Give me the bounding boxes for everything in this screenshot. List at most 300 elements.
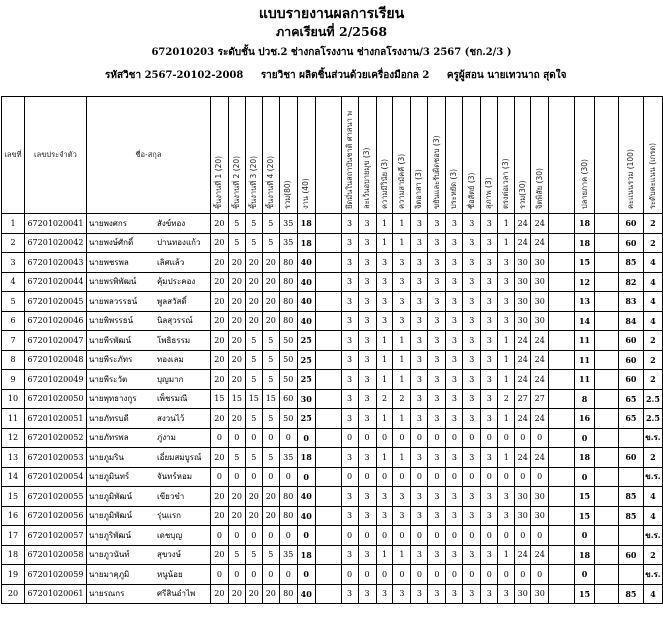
cell-char-12: 24 xyxy=(531,370,549,390)
first-name: นายพรพิพัฒน์ xyxy=(88,277,137,287)
cell-char-7: 3 xyxy=(446,253,463,273)
cell-id: 67201020059 xyxy=(24,565,86,585)
cell-total: 60 xyxy=(618,370,643,390)
table-row xyxy=(2,467,663,487)
table-row xyxy=(2,292,663,312)
cell-final: 12 xyxy=(575,272,595,292)
cell-char-12: 24 xyxy=(531,233,549,253)
cell-total: 84 xyxy=(618,311,643,331)
cell-blank xyxy=(315,214,341,234)
cell-char-9: 3 xyxy=(481,545,498,565)
cell-char-7: 3 xyxy=(446,331,463,351)
cell-char-6: 3 xyxy=(428,389,446,409)
cell-char-6: 0 xyxy=(428,565,446,585)
table-row xyxy=(2,487,663,507)
col-header-sum80: รวม(80) xyxy=(279,97,297,214)
cell-char-4: 1 xyxy=(393,409,411,429)
cell-no: 5 xyxy=(2,292,25,312)
cell-work-1: 20 xyxy=(210,487,228,507)
first-name: นายภัทรบดี xyxy=(88,413,129,423)
cell-grade: 2 xyxy=(643,214,662,234)
cell-char-5: 3 xyxy=(411,331,428,351)
cell-char-8: 3 xyxy=(463,584,481,604)
cell-char-5: 3 xyxy=(411,584,428,604)
cell-name xyxy=(86,311,210,331)
table-row xyxy=(2,389,663,409)
last-name: นิลสุวรรณ์ xyxy=(156,316,193,326)
cell-grade: 4 xyxy=(643,487,662,507)
cell-char-11: 30 xyxy=(515,292,531,312)
cell-char-12: 24 xyxy=(531,331,549,351)
col-header-no: เลขที่ xyxy=(2,97,25,214)
cell-char-9: 3 xyxy=(481,487,498,507)
cell-char-7: 3 xyxy=(446,389,463,409)
cell-work-1: 20 xyxy=(210,448,228,468)
cell-blank xyxy=(315,350,341,370)
cell-char-5: 3 xyxy=(411,214,428,234)
cell-char-7: 3 xyxy=(446,272,463,292)
cell-work-4: 20 xyxy=(262,311,279,331)
cell-grade: 4 xyxy=(643,272,662,292)
cell-char-11: 30 xyxy=(515,253,531,273)
cell-char-4: 1 xyxy=(393,350,411,370)
subject-code: รหัสวิชา 2567-20102-2008 xyxy=(105,70,244,81)
cell-blank xyxy=(315,370,341,390)
cell-char-8: 3 xyxy=(463,487,481,507)
cell-char-3: 3 xyxy=(376,487,393,507)
cell-grade: 4 xyxy=(643,506,662,526)
last-name: คุ้มประคอง xyxy=(156,277,196,287)
cell-work-3: 0 xyxy=(245,526,262,546)
cell-char-6: 3 xyxy=(428,233,446,253)
cell-char-11: 24 xyxy=(515,448,531,468)
cell-work-3: 5 xyxy=(245,350,262,370)
cell-char-1: 3 xyxy=(341,272,358,292)
grade-table xyxy=(1,96,663,604)
cell-id: 67201020056 xyxy=(24,506,86,526)
cell-total: 65 xyxy=(618,389,643,409)
cell-blank xyxy=(315,272,341,292)
cell-char-1: 3 xyxy=(341,331,358,351)
cell-work-5: 0 xyxy=(279,565,297,585)
cell-work-1: 20 xyxy=(210,311,228,331)
cell-char-2: 0 xyxy=(358,565,376,585)
cell-total: 85 xyxy=(618,253,643,273)
cell-total: 82 xyxy=(618,272,643,292)
cell-grade: 4 xyxy=(643,311,662,331)
cell-work-2: 5 xyxy=(228,233,245,253)
cell-char-3: 0 xyxy=(376,526,393,546)
cell-char-12: 30 xyxy=(531,311,549,331)
cell-grade: 2.5 xyxy=(643,409,662,429)
cell-blank xyxy=(549,409,575,429)
cell-id: 67201020048 xyxy=(24,350,86,370)
last-name: พูลสวัสดิ์ xyxy=(156,296,187,306)
cell-work-6: 40 xyxy=(297,311,315,331)
first-name: นายภูวนันท์ xyxy=(88,550,130,560)
cell-char-12: 30 xyxy=(531,253,549,273)
cell-char-5: 3 xyxy=(411,292,428,312)
cell-work-5: 50 xyxy=(279,370,297,390)
cell-char-6: 3 xyxy=(428,545,446,565)
cell-char-6: 3 xyxy=(428,331,446,351)
cell-char-12: 27 xyxy=(531,389,549,409)
cell-work-1: 0 xyxy=(210,526,228,546)
cell-work-5: 0 xyxy=(279,428,297,448)
cell-char-3: 3 xyxy=(376,311,393,331)
cell-blank xyxy=(549,448,575,468)
cell-char-11: 30 xyxy=(515,487,531,507)
cell-char-6: 3 xyxy=(428,214,446,234)
cell-char-6: 0 xyxy=(428,428,446,448)
cell-work-1: 20 xyxy=(210,506,228,526)
cell-char-4: 3 xyxy=(393,253,411,273)
cell-work-5: 80 xyxy=(279,584,297,604)
cell-char-11: 24 xyxy=(515,545,531,565)
table-row xyxy=(2,584,663,604)
cell-char-9: 3 xyxy=(481,272,498,292)
cell-no: 1 xyxy=(2,214,25,234)
cell-work-4: 0 xyxy=(262,428,279,448)
first-name: นายพชรพล xyxy=(88,257,129,267)
cell-work-6: 40 xyxy=(297,487,315,507)
table-row xyxy=(2,253,663,273)
cell-char-8: 3 xyxy=(463,311,481,331)
cell-work-2: 0 xyxy=(228,526,245,546)
last-name: รุ่นแรก xyxy=(156,511,181,521)
cell-name xyxy=(86,214,210,234)
col-header-attitude: จิตพิสัย (30) xyxy=(531,97,549,214)
cell-blank xyxy=(595,214,619,234)
cell-char-6: 3 xyxy=(428,292,446,312)
cell-id: 67201020042 xyxy=(24,233,86,253)
cell-work-6: 0 xyxy=(297,467,315,487)
cell-grade: 2 xyxy=(643,448,662,468)
cell-char-5: 3 xyxy=(411,253,428,273)
cell-char-9: 3 xyxy=(481,253,498,273)
cell-work-4: 20 xyxy=(262,292,279,312)
cell-char-8: 0 xyxy=(463,526,481,546)
col-header-work3: ชิ้นงานที่ 3 (20) xyxy=(245,97,262,214)
cell-char-5: 3 xyxy=(411,487,428,507)
cell-no: 3 xyxy=(2,253,25,273)
cell-name xyxy=(86,448,210,468)
cell-char-4: 1 xyxy=(393,370,411,390)
cell-work-6: 18 xyxy=(297,214,315,234)
cell-work-5: 0 xyxy=(279,526,297,546)
cell-char-3: 1 xyxy=(376,409,393,429)
cell-char-12: 30 xyxy=(531,487,549,507)
cell-name xyxy=(86,584,210,604)
last-name: สังข์ทอง xyxy=(156,218,186,228)
cell-work-5: 35 xyxy=(279,233,297,253)
cell-char-5: 0 xyxy=(411,565,428,585)
cell-char-6: 3 xyxy=(428,370,446,390)
cell-blank xyxy=(595,272,619,292)
first-name: นายภูมินทร์ xyxy=(88,472,130,482)
cell-work-6: 25 xyxy=(297,331,315,351)
cell-blank xyxy=(315,545,341,565)
cell-char-1: 3 xyxy=(341,253,358,273)
cell-char-1: 3 xyxy=(341,370,358,390)
cell-final: 0 xyxy=(575,467,595,487)
cell-char-9: 3 xyxy=(481,233,498,253)
cell-work-4: 0 xyxy=(262,467,279,487)
cell-char-4: 1 xyxy=(393,233,411,253)
cell-work-4: 20 xyxy=(262,253,279,273)
last-name: ปานทองแก้ว xyxy=(156,238,201,248)
cell-char-12: 30 xyxy=(531,506,549,526)
table-row xyxy=(2,545,663,565)
cell-char-2: 3 xyxy=(358,350,376,370)
cell-char-11: 30 xyxy=(515,311,531,331)
cell-work-2: 20 xyxy=(228,272,245,292)
cell-work-5: 80 xyxy=(279,292,297,312)
cell-blank xyxy=(595,428,619,448)
last-name: เอี่ยมสมบูรณ์ xyxy=(156,452,202,462)
cell-work-2: 5 xyxy=(228,448,245,468)
cell-grade: ข.ร. xyxy=(643,428,662,448)
cell-char-2: 3 xyxy=(358,253,376,273)
cell-char-8: 3 xyxy=(463,389,481,409)
cell-char-9: 0 xyxy=(481,565,498,585)
first-name: นายภูริพัฒน์ xyxy=(88,530,132,540)
cell-id: 67201020054 xyxy=(24,467,86,487)
col-header-c1: ยึดมั่นในสถาบันชาติ ศาสนา พ xyxy=(341,97,358,214)
cell-work-5: 80 xyxy=(279,311,297,331)
cell-char-6: 0 xyxy=(428,467,446,487)
cell-char-9: 3 xyxy=(481,331,498,351)
cell-blank xyxy=(315,253,341,273)
semester-label: ภาคเรียนที่ 2/2568 xyxy=(275,24,388,39)
cell-work-1: 20 xyxy=(210,370,228,390)
cell-total: 85 xyxy=(618,584,643,604)
cell-blank xyxy=(549,565,575,585)
cell-id: 67201020050 xyxy=(24,389,86,409)
col-header-c5: จิตอาสา (3) xyxy=(411,97,428,214)
cell-work-2: 20 xyxy=(228,311,245,331)
cell-char-12: 0 xyxy=(531,565,549,585)
table-row xyxy=(2,526,663,546)
cell-work-4: 5 xyxy=(262,448,279,468)
cell-blank xyxy=(595,331,619,351)
cell-char-9: 3 xyxy=(481,311,498,331)
cell-work-1: 20 xyxy=(210,409,228,429)
cell-id: 67201020058 xyxy=(24,545,86,565)
cell-char-4: 3 xyxy=(393,487,411,507)
cell-name xyxy=(86,233,210,253)
cell-char-6: 0 xyxy=(428,526,446,546)
cell-blank xyxy=(315,487,341,507)
cell-work-3: 0 xyxy=(245,467,262,487)
cell-blank xyxy=(315,565,341,585)
cell-total: 60 xyxy=(618,350,643,370)
cell-blank xyxy=(549,311,575,331)
cell-work-4: 20 xyxy=(262,272,279,292)
header-row xyxy=(2,97,663,214)
cell-char-2: 3 xyxy=(358,448,376,468)
cell-id: 67201020053 xyxy=(24,448,86,468)
table-row xyxy=(2,350,663,370)
cell-work-3: 5 xyxy=(245,214,262,234)
cell-char-3: 1 xyxy=(376,214,393,234)
col-header-work2: ชิ้นงานที่ 2 (20) xyxy=(228,97,245,214)
cell-blank xyxy=(595,584,619,604)
cell-char-3: 0 xyxy=(376,428,393,448)
cell-char-1: 3 xyxy=(341,233,358,253)
cell-work-5: 50 xyxy=(279,331,297,351)
cell-no: 10 xyxy=(2,389,25,409)
cell-char-7: 3 xyxy=(446,214,463,234)
cell-char-7: 3 xyxy=(446,233,463,253)
first-name: นายพีระภัทร xyxy=(88,355,133,365)
cell-blank xyxy=(595,292,619,312)
cell-char-3: 3 xyxy=(376,253,393,273)
cell-grade: 4 xyxy=(643,584,662,604)
cell-char-1: 3 xyxy=(341,389,358,409)
cell-total xyxy=(618,565,643,585)
cell-blank xyxy=(595,409,619,429)
cell-work-2: 20 xyxy=(228,487,245,507)
cell-char-3: 3 xyxy=(376,584,393,604)
cell-id: 67201020052 xyxy=(24,428,86,448)
cell-char-2: 0 xyxy=(358,526,376,546)
cell-char-12: 0 xyxy=(531,526,549,546)
cell-grade: 2 xyxy=(643,331,662,351)
cell-char-5: 3 xyxy=(411,233,428,253)
cell-blank xyxy=(549,506,575,526)
last-name: ภู่งาม xyxy=(156,433,176,443)
cell-blank xyxy=(315,233,341,253)
cell-work-1: 20 xyxy=(210,214,228,234)
col-header-work4: ชิ้นงานที่ 4 (20) xyxy=(262,97,279,214)
cell-work-6: 25 xyxy=(297,409,315,429)
cell-char-1: 3 xyxy=(341,506,358,526)
cell-work-4: 5 xyxy=(262,331,279,351)
cell-char-2: 3 xyxy=(358,389,376,409)
cell-char-10: 0 xyxy=(498,467,515,487)
cell-work-5: 80 xyxy=(279,487,297,507)
last-name: เลิศแล้ว xyxy=(156,257,185,267)
cell-char-7: 3 xyxy=(446,311,463,331)
cell-total xyxy=(618,428,643,448)
cell-char-11: 24 xyxy=(515,370,531,390)
cell-char-7: 0 xyxy=(446,428,463,448)
cell-char-2: 3 xyxy=(358,272,376,292)
cell-char-6: 3 xyxy=(428,253,446,273)
cell-blank xyxy=(595,448,619,468)
cell-char-11: 24 xyxy=(515,331,531,351)
cell-work-3: 5 xyxy=(245,448,262,468)
cell-char-9: 0 xyxy=(481,526,498,546)
cell-blank xyxy=(595,350,619,370)
cell-work-3: 5 xyxy=(245,545,262,565)
cell-name xyxy=(86,331,210,351)
cell-work-6: 18 xyxy=(297,545,315,565)
cell-total: 60 xyxy=(618,545,643,565)
cell-char-1: 0 xyxy=(341,565,358,585)
cell-char-1: 3 xyxy=(341,311,358,331)
subject-line xyxy=(105,68,580,83)
cell-final: 13 xyxy=(575,292,595,312)
cell-name xyxy=(86,350,210,370)
table-row xyxy=(2,409,663,429)
col-header-c10: ตรงต่อเวลา (3) xyxy=(498,97,515,214)
cell-char-11: 30 xyxy=(515,584,531,604)
cell-no: 8 xyxy=(2,350,25,370)
cell-no: 18 xyxy=(2,545,25,565)
cell-work-6: 0 xyxy=(297,565,315,585)
cell-char-4: 3 xyxy=(393,272,411,292)
cell-grade: 2 xyxy=(643,370,662,390)
cell-char-1: 3 xyxy=(341,545,358,565)
cell-final: 15 xyxy=(575,253,595,273)
last-name: เดชบุญ xyxy=(156,530,183,540)
cell-blank xyxy=(549,584,575,604)
cell-char-4: 3 xyxy=(393,506,411,526)
cell-work-4: 5 xyxy=(262,233,279,253)
cell-char-7: 3 xyxy=(446,487,463,507)
cell-work-3: 5 xyxy=(245,331,262,351)
cell-char-6: 3 xyxy=(428,311,446,331)
subject-name: รายวิชา ผลิตชิ้นส่วนด้วยเครื่องมือกล 2 xyxy=(260,70,430,81)
cell-char-9: 3 xyxy=(481,409,498,429)
last-name: จันทร์หอม xyxy=(156,472,193,482)
cell-work-5: 50 xyxy=(279,350,297,370)
table-row xyxy=(2,370,663,390)
table-row xyxy=(2,272,663,292)
cell-char-2: 3 xyxy=(358,214,376,234)
cell-char-12: 30 xyxy=(531,272,549,292)
cell-work-6: 40 xyxy=(297,584,315,604)
cell-blank xyxy=(549,272,575,292)
cell-blank xyxy=(315,428,341,448)
cell-char-8: 0 xyxy=(463,428,481,448)
cell-id: 67201020044 xyxy=(24,272,86,292)
last-name: ทองเลม xyxy=(156,355,184,365)
cell-no: 14 xyxy=(2,467,25,487)
cell-id: 67201020041 xyxy=(24,214,86,234)
cell-grade: 2.5 xyxy=(643,389,662,409)
first-name: นายพงษ์ศักดิ์ xyxy=(88,238,134,248)
cell-work-1: 20 xyxy=(210,272,228,292)
cell-no: 12 xyxy=(2,428,25,448)
cell-name xyxy=(86,487,210,507)
cell-work-1: 0 xyxy=(210,428,228,448)
cell-blank xyxy=(315,506,341,526)
cell-no: 4 xyxy=(2,272,25,292)
cell-char-3: 0 xyxy=(376,565,393,585)
table-row xyxy=(2,565,663,585)
first-name: นายภูมริน xyxy=(88,452,124,462)
cell-name xyxy=(86,389,210,409)
cell-work-5: 80 xyxy=(279,253,297,273)
cell-work-3: 20 xyxy=(245,311,262,331)
cell-blank xyxy=(549,292,575,312)
cell-char-10: 0 xyxy=(498,565,515,585)
cell-char-12: 24 xyxy=(531,409,549,429)
cell-blank xyxy=(595,545,619,565)
cell-grade: 2 xyxy=(643,545,662,565)
cell-work-5: 35 xyxy=(279,214,297,234)
cell-total: 60 xyxy=(618,214,643,234)
cell-blank xyxy=(595,311,619,331)
cell-no: 20 xyxy=(2,584,25,604)
cell-char-5: 3 xyxy=(411,545,428,565)
cell-work-4: 5 xyxy=(262,350,279,370)
cell-final: 16 xyxy=(575,409,595,429)
cell-work-5: 80 xyxy=(279,506,297,526)
